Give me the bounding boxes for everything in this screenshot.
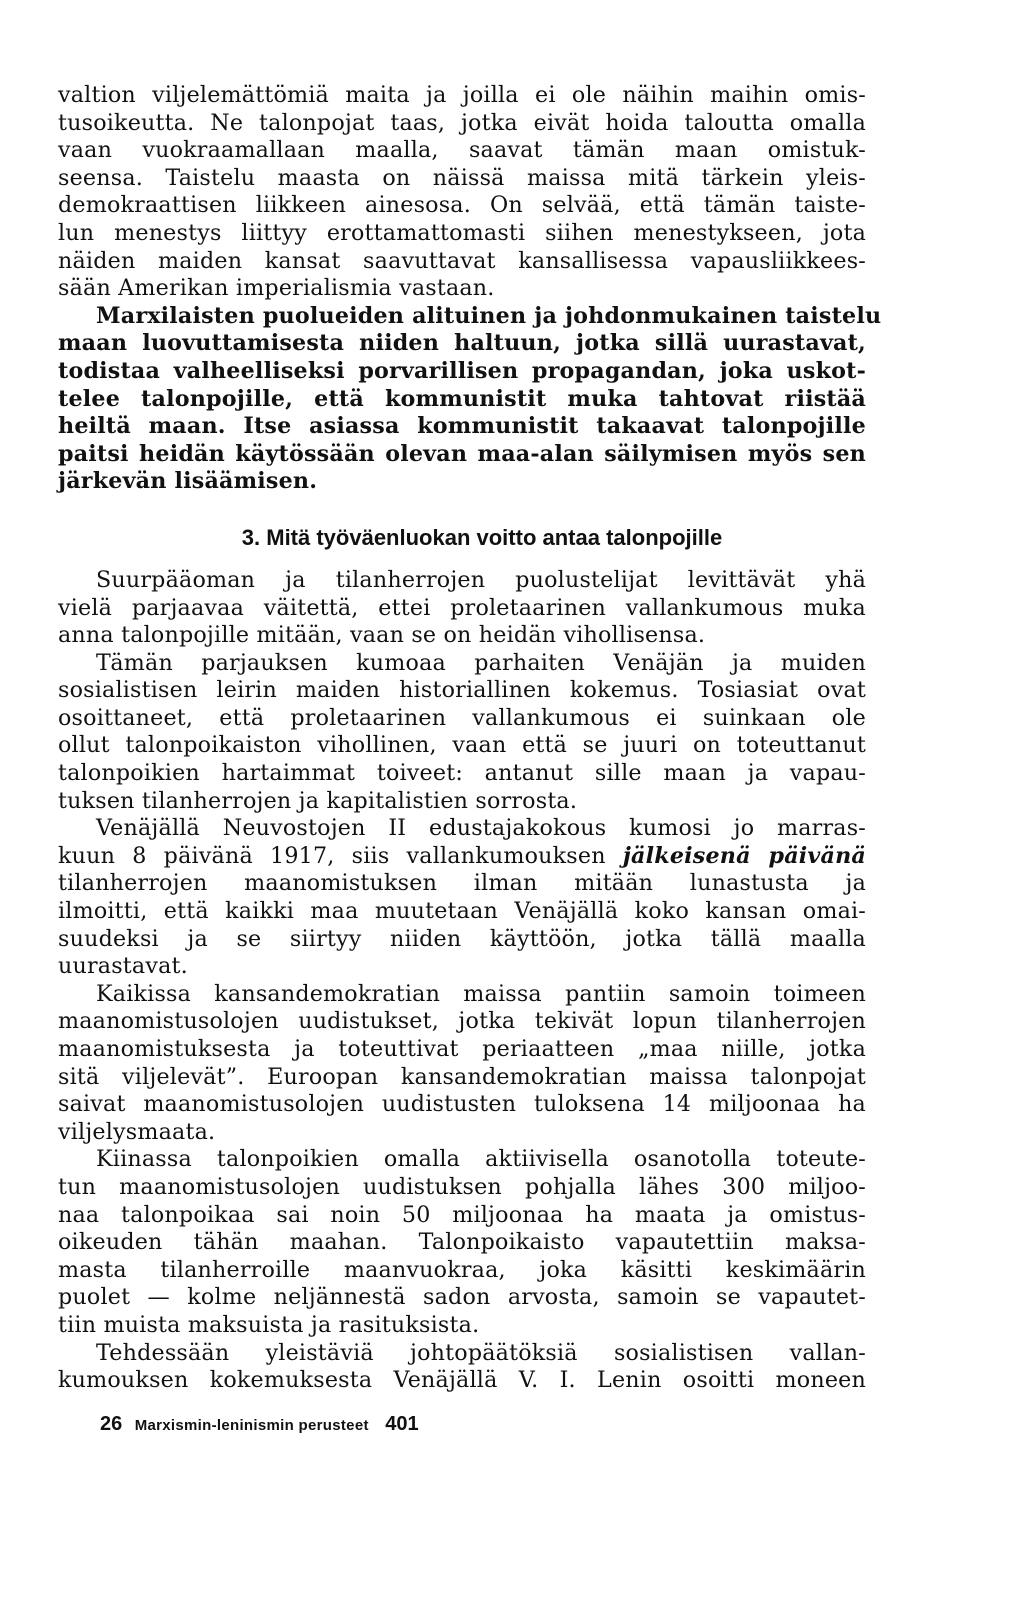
text-line: maanomistuksesta ja toteuttivat periaatteen „maa niille, jotka xyxy=(58,1036,866,1062)
text-line: tuksen tilanherrojen ja kapitalistien sorrosta. xyxy=(58,787,578,814)
text-line: Suurpääoman ja tilanherrojen puolustelijat levittävät yhä xyxy=(96,566,866,593)
text-fragment: kuun 8 päivänä 1917, siis vallankumouksen xyxy=(58,842,623,869)
text-line: uurastavat. xyxy=(58,953,188,980)
text-line: Tehdessään yleistäviä johtopäätöksiä sosialistisen vallan- xyxy=(96,1339,866,1366)
page-body xyxy=(58,82,882,1395)
text-line: maanomistusolojen uudistukset, jotka tekivät lopun tilanherrojen xyxy=(58,1008,866,1035)
page-number: 26 xyxy=(100,1413,123,1435)
text-line: sään Amerikan imperialismia vastaan. xyxy=(58,275,495,302)
paragraph-6 xyxy=(58,981,866,1147)
paragraph-2 xyxy=(58,302,882,496)
text-line: ollut talonpoikaiston vihollinen, vaan että se juuri on toteuttanut xyxy=(58,732,866,759)
text-line: vaan vuokraamallaan maalla, saavat tämän maan omistuk- xyxy=(58,137,866,164)
text-line: kumouksen kokemuksesta Venäjällä V. I. Lenin osoitti moneen xyxy=(58,1367,866,1394)
text-line: tilanherrojen maanomistuksen ilman mitään lunastusta ja xyxy=(58,870,866,897)
paragraph-4 xyxy=(58,650,866,816)
text-line: Kiinassa talonpoikien omalla aktiivisella osanotolla toteute- xyxy=(96,1146,866,1173)
paragraph-5 xyxy=(58,815,866,981)
text-line: valtion viljelemättömiä maita ja joilla ei ole näihin maihin omis- xyxy=(58,82,866,108)
text-line: naa talonpoikaa sai noin 50 miljoonaa ha maata ja omistus- xyxy=(58,1201,866,1228)
text-line: suudeksi ja se siirtyy niiden käyttöön, jotka tällä maalla xyxy=(58,925,866,952)
text-line: heiltä maan. Itse asiassa kommunistit takaavat talonpojille xyxy=(58,413,866,440)
text-line: tusoikeutta. Ne talonpojat taas, jotka eivät hoida taloutta omalla xyxy=(58,109,866,136)
text-line: talonpoikien hartaimmat toiveet: antanut sille maan ja vapau- xyxy=(58,760,866,787)
text-line: sosialistisen leirin maiden historiallinen kokemus. Tosiasiat ovat xyxy=(58,677,866,704)
text-line: ilmoitti, että kaikki maa muutetaan Venäjällä koko kansan omai- xyxy=(58,898,866,925)
text-line: anna talonpojille mitään, vaan se on heidän vihollisensa. xyxy=(58,622,706,649)
section-heading: 3. Mitä työväenluokan voitto antaa talonpojille xyxy=(241,524,723,550)
text-line: näiden maiden kansat saavuttavat kansallisessa vapausliikkees- xyxy=(58,247,866,274)
text-line: Tämän parjauksen kumoaa parhaiten Venäjän ja muiden xyxy=(96,649,866,676)
text-line: oikeuden tähän maahan. Talonpoikaisto vapautettiin maksa- xyxy=(58,1229,866,1256)
text-line: seensa. Taistelu maasta on näissä maissa mitä tärkein yleis- xyxy=(58,164,866,191)
text-line: telee talonpojille, että kommunistit muka tahtovat riistää xyxy=(58,385,866,412)
text-line: demokraattisen liikkeen ainesosa. On selvää, että tämän taiste- xyxy=(58,192,866,219)
paragraph-3 xyxy=(58,567,866,650)
paragraph-7 xyxy=(58,1146,866,1339)
text-line: Kaikissa kansandemokratian maissa pantiin samoin toimeen xyxy=(96,980,866,1007)
text-line: vielä parjaavaa väitettä, ettei proletaarinen vallankumous muka xyxy=(58,594,866,621)
text-line: masta tilanherroille maanvuokraa, joka käsitti keskimäärin xyxy=(58,1256,866,1283)
text-line: puolet — kolme neljännestä sadon arvosta, samoin se vapautet- xyxy=(58,1284,866,1311)
text-line: todistaa valheelliseksi porvarillisen propagandan, joka uskot- xyxy=(58,357,866,384)
text-line: maan luovuttamisesta niiden haltuun, jotka sillä uurastavat, xyxy=(58,330,866,357)
text-line: paitsi heidän käytössään olevan maa-alan säilymisen myös sen xyxy=(58,440,866,467)
printer-signature: 401 xyxy=(385,1413,419,1435)
text-line: Marxilaisten puolueiden alituinen ja johdonmukainen taistelu xyxy=(96,302,882,329)
text-line: osoittaneet, että proletaarinen vallankumous ei suinkaan ole xyxy=(58,704,866,731)
text-line: järkevän lisäämisen. xyxy=(58,468,318,495)
text-line: tun maanomistusolojen uudistuksen pohjalla lähes 300 miljoo- xyxy=(58,1173,866,1200)
text-line: viljelysmaata. xyxy=(58,1118,216,1145)
text-line: sitä viljelevät”. Euroopan kansandemokratian maissa talonpojat xyxy=(58,1063,866,1090)
text-line: tiin muista maksuista ja rasituksista. xyxy=(58,1311,480,1338)
page-footer xyxy=(100,1413,419,1436)
paragraph-8 xyxy=(58,1340,866,1395)
paragraph-1 xyxy=(58,82,866,303)
emphasis-text: jälkeisenä päivänä xyxy=(622,842,866,869)
text-line xyxy=(58,843,866,871)
text-line: Venäjällä Neuvostojen II edustajakokous kumosi jo marras- xyxy=(96,815,866,842)
text-line: saivat maanomistusolojen uudistusten tuloksena 14 miljoonaa ha xyxy=(58,1091,866,1118)
book-title: Marxismin-leninismin perusteet xyxy=(134,1417,369,1434)
text-line: lun menestys liittyy erottamattomasti siihen menestykseen, jota xyxy=(58,219,866,246)
